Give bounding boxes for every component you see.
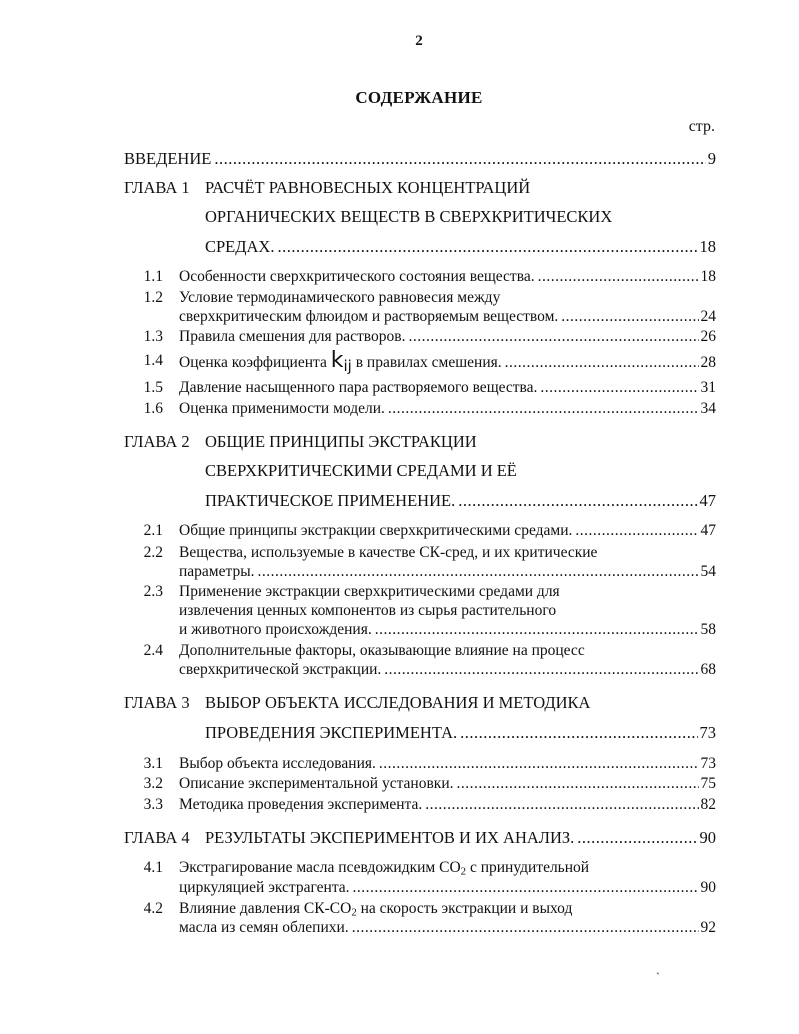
- section-title: сверхкритическим флюидом и растворяемым веществом.: [179, 308, 559, 325]
- toc-entry-page: 24: [700, 308, 716, 325]
- toc-entry-page: 58: [700, 621, 716, 638]
- toc-entry-chapter-3[interactable]: [205, 723, 716, 743]
- chapter-title-line[interactable]: ОРГАНИЧЕСКИХ ВЕЩЕСТВ В СВЕРХКРИТИЧЕСКИХ: [205, 207, 613, 226]
- toc-entry-section[interactable]: [179, 795, 716, 815]
- section-title: Оценка коэффициента $k_{ij}$ в правилах смешения.: [179, 348, 502, 375]
- chapter-label: ГЛАВА 2: [124, 432, 190, 451]
- toc-entry-intro[interactable]: [124, 149, 716, 169]
- toc-entry-chapter-4[interactable]: [205, 828, 716, 848]
- leader-dots: [214, 149, 705, 169]
- toc-entry-chapter-2[interactable]: [205, 491, 716, 511]
- leader-dots: [575, 521, 698, 541]
- leader-dots: [408, 327, 698, 347]
- section-title-line[interactable]: извлечения ценных компонентов из сырья растительного: [179, 602, 557, 619]
- chapter-title-line: ПРАКТИЧЕСКОЕ ПРИМЕНЕНИЕ.: [205, 491, 456, 510]
- chapter-title-line[interactable]: РАСЧЁТ РАВНОВЕСНЫХ КОНЦЕНТРАЦИЙ: [205, 178, 531, 197]
- toc-entry-page: 75: [700, 775, 716, 792]
- toc-entry-section[interactable]: [179, 754, 716, 774]
- section-title: Выбор объекта исследования.: [179, 755, 376, 772]
- chapter-label: ГЛАВА 1: [124, 178, 190, 197]
- section-number: 4.1: [143, 859, 163, 876]
- chapter-title-line[interactable]: СВЕРХКРИТИЧЕСКИМИ СРЕДАМИ И ЕЁ: [205, 461, 517, 480]
- toc-entry-section[interactable]: [179, 620, 716, 640]
- toc-entry-section[interactable]: [179, 660, 716, 680]
- section-number: 1.5: [143, 379, 163, 396]
- section-number: 2.1: [143, 522, 163, 539]
- section-title-line[interactable]: Дополнительные факторы, оказывающие влияние на процесс: [179, 642, 585, 659]
- page-column-label: стр.: [688, 118, 715, 135]
- chapter-title-line: ПРОВЕДЕНИЯ ЭКСПЕРИМЕНТА.: [205, 723, 458, 742]
- toc-entry-page: 73: [700, 755, 716, 772]
- section-title-line[interactable]: Применение экстракции сверхкритическими средами для: [179, 583, 560, 600]
- leader-dots: [425, 795, 698, 815]
- leader-dots: [457, 774, 699, 794]
- section-title: Особенности сверхкритического состояния вещества.: [179, 268, 535, 285]
- toc-entry-page: 82: [700, 796, 716, 813]
- leader-dots: [353, 878, 699, 898]
- leader-dots: [577, 828, 697, 848]
- toc-entry-page: 54: [700, 563, 716, 580]
- section-title-line[interactable]: Влияние давления $СК-СО_2$ на скорость экстракции и выход: [179, 900, 573, 919]
- section-title: параметры.: [179, 563, 255, 580]
- toc-entry-section[interactable]: [179, 918, 716, 938]
- leader-dots: [352, 918, 699, 938]
- toc-entry-section[interactable]: [179, 878, 716, 898]
- toc-entry-section[interactable]: [179, 562, 716, 582]
- leader-dots: [258, 562, 699, 582]
- section-number: 3.2: [143, 775, 163, 792]
- section-number: 2.3: [143, 583, 163, 600]
- chapter-label: ГЛАВА 3: [124, 693, 190, 712]
- section-number: 1.4: [143, 352, 163, 369]
- section-title: сверхкритической экстракции.: [179, 661, 382, 678]
- chapter-title-line[interactable]: ВЫБОР ОБЪЕКТА ИССЛЕДОВАНИЯ И МЕТОДИКА: [205, 693, 591, 712]
- toc-entry-page: 26: [700, 328, 716, 345]
- section-number: 1.1: [143, 268, 163, 285]
- section-number: 3.3: [143, 796, 163, 813]
- section-title: Давление насыщенного пара растворяемого вещества.: [179, 379, 538, 396]
- toc-entry-page: 18: [699, 237, 716, 256]
- section-title-line[interactable]: Вещества, используемые в качестве СК-сред, и их критические: [179, 544, 598, 561]
- toc-entry-page: 90: [699, 828, 716, 847]
- toc-entry-section[interactable]: [179, 327, 716, 347]
- leader-dots: [277, 237, 697, 257]
- toc-entry-page: 9: [707, 149, 716, 168]
- section-number: 4.2: [143, 900, 163, 917]
- leader-dots: [379, 754, 699, 774]
- chapter-label: ГЛАВА 4: [124, 828, 190, 847]
- leader-dots: [388, 399, 699, 419]
- section-title-line[interactable]: Условие термодинамического равновесия между: [179, 289, 501, 306]
- leader-dots: [540, 378, 698, 398]
- toc-entry-page: 47: [699, 491, 716, 510]
- section-title: Общие принципы экстракции сверхкритическими средами.: [179, 522, 573, 539]
- chapter-title-line: РЕЗУЛЬТАТЫ ЭКСПЕРИМЕНТОВ И ИХ АНАЛИЗ.: [205, 828, 575, 847]
- leader-dots: [375, 620, 699, 640]
- kij-symbol: $k_{ij}$: [330, 348, 352, 375]
- toc-entry-section[interactable]: [179, 307, 716, 327]
- section-number: 1.2: [143, 289, 163, 306]
- chapter-title-line[interactable]: ОБЩИЕ ПРИНЦИПЫ ЭКСТРАКЦИИ: [205, 432, 477, 451]
- toc-entry-section[interactable]: [179, 267, 716, 287]
- section-number: 1.6: [143, 400, 163, 417]
- section-title: масла из семян облепихи.: [179, 919, 349, 936]
- section-number: 2.2: [143, 544, 163, 561]
- toc-entry-page: 28: [700, 354, 716, 371]
- toc-entry-section[interactable]: [179, 348, 716, 376]
- toc-title: СОДЕРЖАНИЕ: [355, 88, 483, 107]
- page-number: 2: [415, 33, 423, 49]
- toc-entry-page: 18: [700, 268, 716, 285]
- toc-entry-page: 73: [699, 723, 716, 742]
- section-number: 3.1: [143, 755, 163, 772]
- leader-dots: [384, 660, 698, 680]
- leader-dots: [460, 723, 697, 743]
- chapter-title-line: СРЕДАХ.: [205, 237, 275, 256]
- toc-entry-page: 92: [700, 919, 716, 936]
- section-title-line[interactable]: Экстрагирование масла псевдожидким $СО_2$ с принудительной: [179, 859, 590, 878]
- toc-entry-section[interactable]: [179, 399, 716, 419]
- toc-entry-section[interactable]: [179, 774, 716, 794]
- leader-dots: [458, 491, 697, 511]
- section-title: Оценка применимости модели.: [179, 400, 385, 417]
- toc-entry-page: 47: [700, 522, 716, 539]
- section-title: Методика проведения эксперимента.: [179, 796, 423, 813]
- section-title: и животного происхождения.: [179, 621, 372, 638]
- section-title: Описание экспериментальной установки.: [179, 775, 454, 792]
- section-title: Правила смешения для растворов.: [179, 328, 406, 345]
- toc-entry-section[interactable]: [179, 378, 716, 398]
- toc-entry-chapter-1[interactable]: [205, 237, 716, 257]
- leader-dots: [538, 267, 699, 287]
- toc-entry-page: 34: [700, 400, 716, 417]
- section-number: 1.3: [143, 328, 163, 345]
- stray-mark: `: [656, 970, 660, 984]
- toc-entry-page: 31: [700, 379, 716, 396]
- section-number: 2.4: [143, 642, 163, 659]
- leader-dots: [505, 353, 699, 373]
- leader-dots: [561, 307, 698, 327]
- section-title: циркуляцией экстрагента.: [179, 879, 350, 896]
- toc-entry-page: 90: [700, 879, 716, 896]
- toc-entry-section[interactable]: [179, 521, 716, 541]
- toc-entry-page: 68: [700, 661, 716, 678]
- toc-entry-label: ВВЕДЕНИЕ: [124, 149, 212, 168]
